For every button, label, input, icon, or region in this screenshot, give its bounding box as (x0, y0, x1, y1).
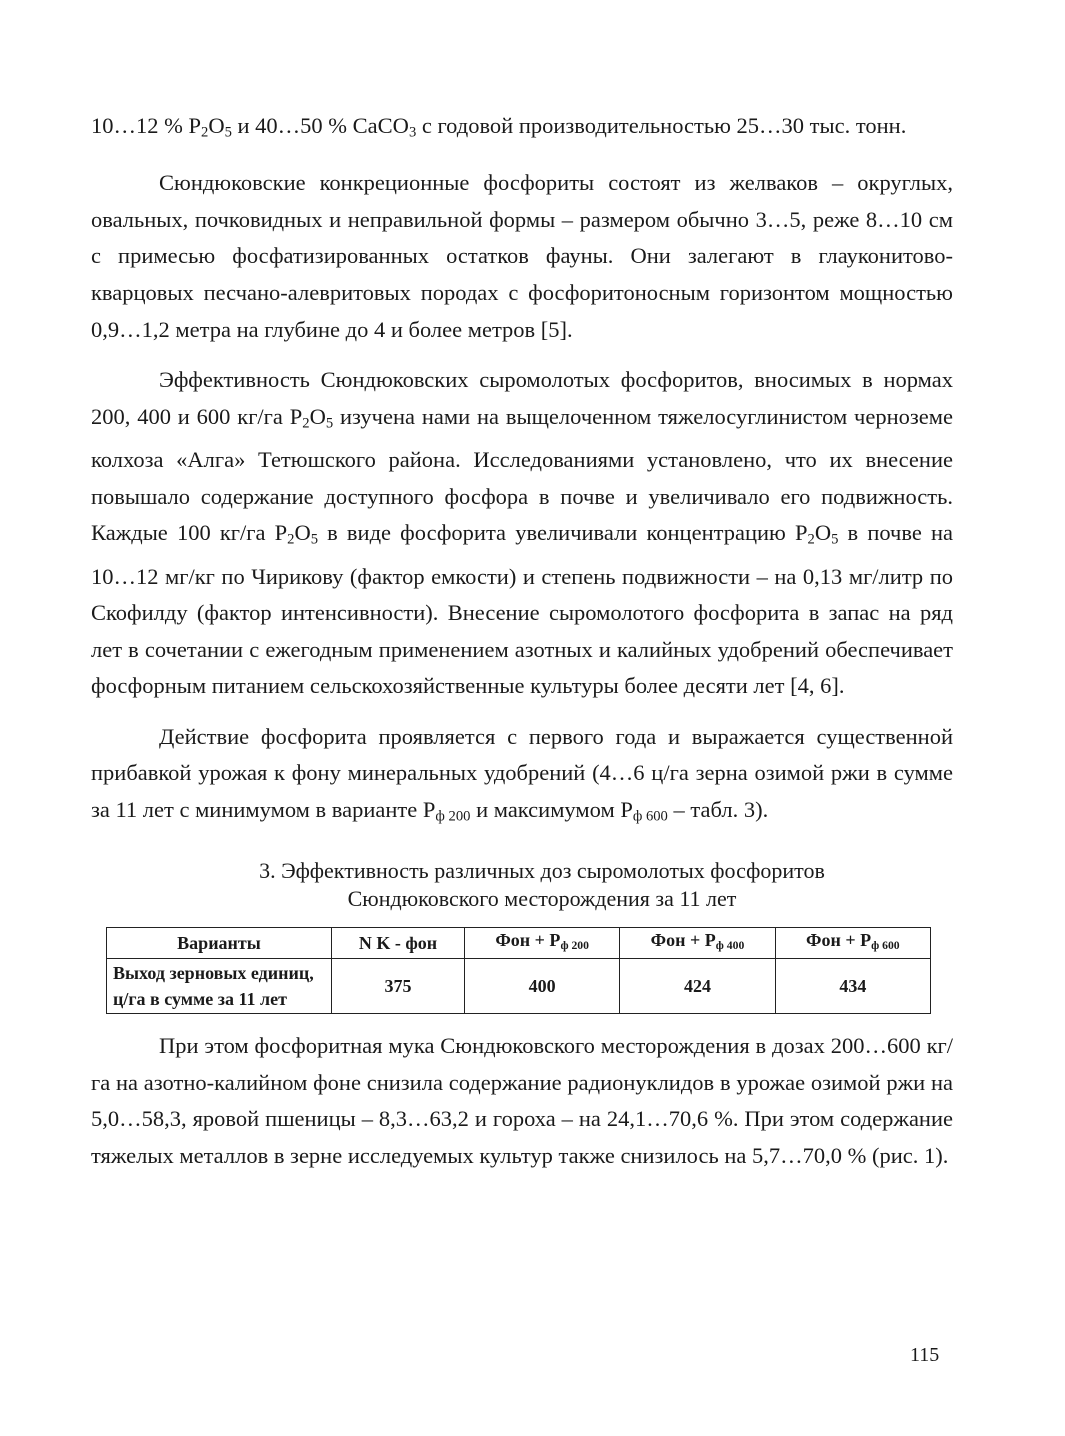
table-row (107, 959, 931, 1014)
value-fon-p200: 400 (465, 959, 620, 1014)
paragraph-4: При этом фосфоритная мука Сюндюковского месторождения в дозах 200…600 кг/га на азотно-калийном фоне снизила содержание радионуклидов в урожае озимой ржи на 5,0…58,3, яровой пшеницы – 8,3…63,2 и гороха – на 24,1…70,6 %. При этом содержание тяжелых металлов в зерне исследуемых культур также снизилось на 5,7…70,0 % (рис. 1). (91, 1033, 953, 1169)
table-caption-line-2: Сюндюковского месторождения за 11 лет (347, 886, 737, 912)
row-label: Выход зерновых единиц, ц/га в сумме за 11 лет (107, 959, 332, 1014)
value-nk-fon: 375 (332, 959, 465, 1014)
page-number: 115 (910, 1344, 940, 1366)
header-fon-p200: Фон + $P_{ф 200}$ (465, 928, 620, 959)
value-fon-p400: 424 (620, 959, 775, 1014)
header-fon-p400: Фон + $P_{ф 400}$ (620, 928, 775, 959)
paragraph-2: Эффективность Сюндюковских сыромолотых фосфоритов, вносимых в нормах 200, 400 и 600 кг/га $P_2O_5$ изучена нами на выщелоченном тяжелосуглинистом черноземе колхоза «Алга» Тетюшского района. Исследованиями установлено, что их внесение повышало содержание доступного фосфора в почве и увеличивало его подвижность. Каждые 100 кг/га $P_2O_5$ в виде фосфорита увеличивали концентрацию $P_2O_5$ в почве на 10…12 мг/кг по Чирикову (фактор емкости) и степень подвижности – на 0,13 мг/литр по Скофилду (фактор интенсивности). Внесение сыромолотого фосфорита в запас на ряд лет в сочетании с ежегодным применением азотных и калийных удобрений обеспечивает фосфорным питанием сельскохозяйственные культуры более десяти лет [4, 6]. (91, 367, 954, 699)
table-header-row (107, 928, 931, 959)
paragraph-1: Сюндюковские конкреционные фосфориты состоят из желваков – округлых, овальных, почковидных и неправильной формы – размером обычно 3…5, реже 8…10 см с примесью фосфатизированных остатков фауны. Они залегают в глауконитово-кварцовых песчано-алевритовых породах с фосфоритоносным горизонтом мощностью 0,9…1,2 метра на глубине до 4 и более метров [5]. (91, 170, 953, 342)
header-fon-p600: Фон + $P_{ф 600}$ (775, 928, 930, 959)
value-fon-p600: 434 (775, 959, 930, 1014)
table-caption-line-1: 3. Эффективность различных доз сыромолотых фосфоритов (259, 858, 825, 884)
paragraph-3: Действие фосфорита проявляется с первого года и выражается существенной прибавкой урожая к фону минеральных удобрений (4…6 ц/га зерна озимой ржи в сумме за 11 лет с минимумом в варианте $P_{ф 200}$ и максимумом $P_{ф 600}$ – табл. 3). (91, 723, 953, 825)
paragraph-0: 10…12 % $P_2O_5$ и 40…50 % CaCO$_3$ с годовой производительностью 25…30 тыс. тонн. (91, 113, 907, 141)
page-content (91, 108, 953, 1175)
results-table (106, 927, 931, 1014)
header-nk-fon: N K - фон (332, 928, 465, 959)
header-variants: Варианты (107, 928, 332, 959)
table-caption (131, 857, 953, 913)
